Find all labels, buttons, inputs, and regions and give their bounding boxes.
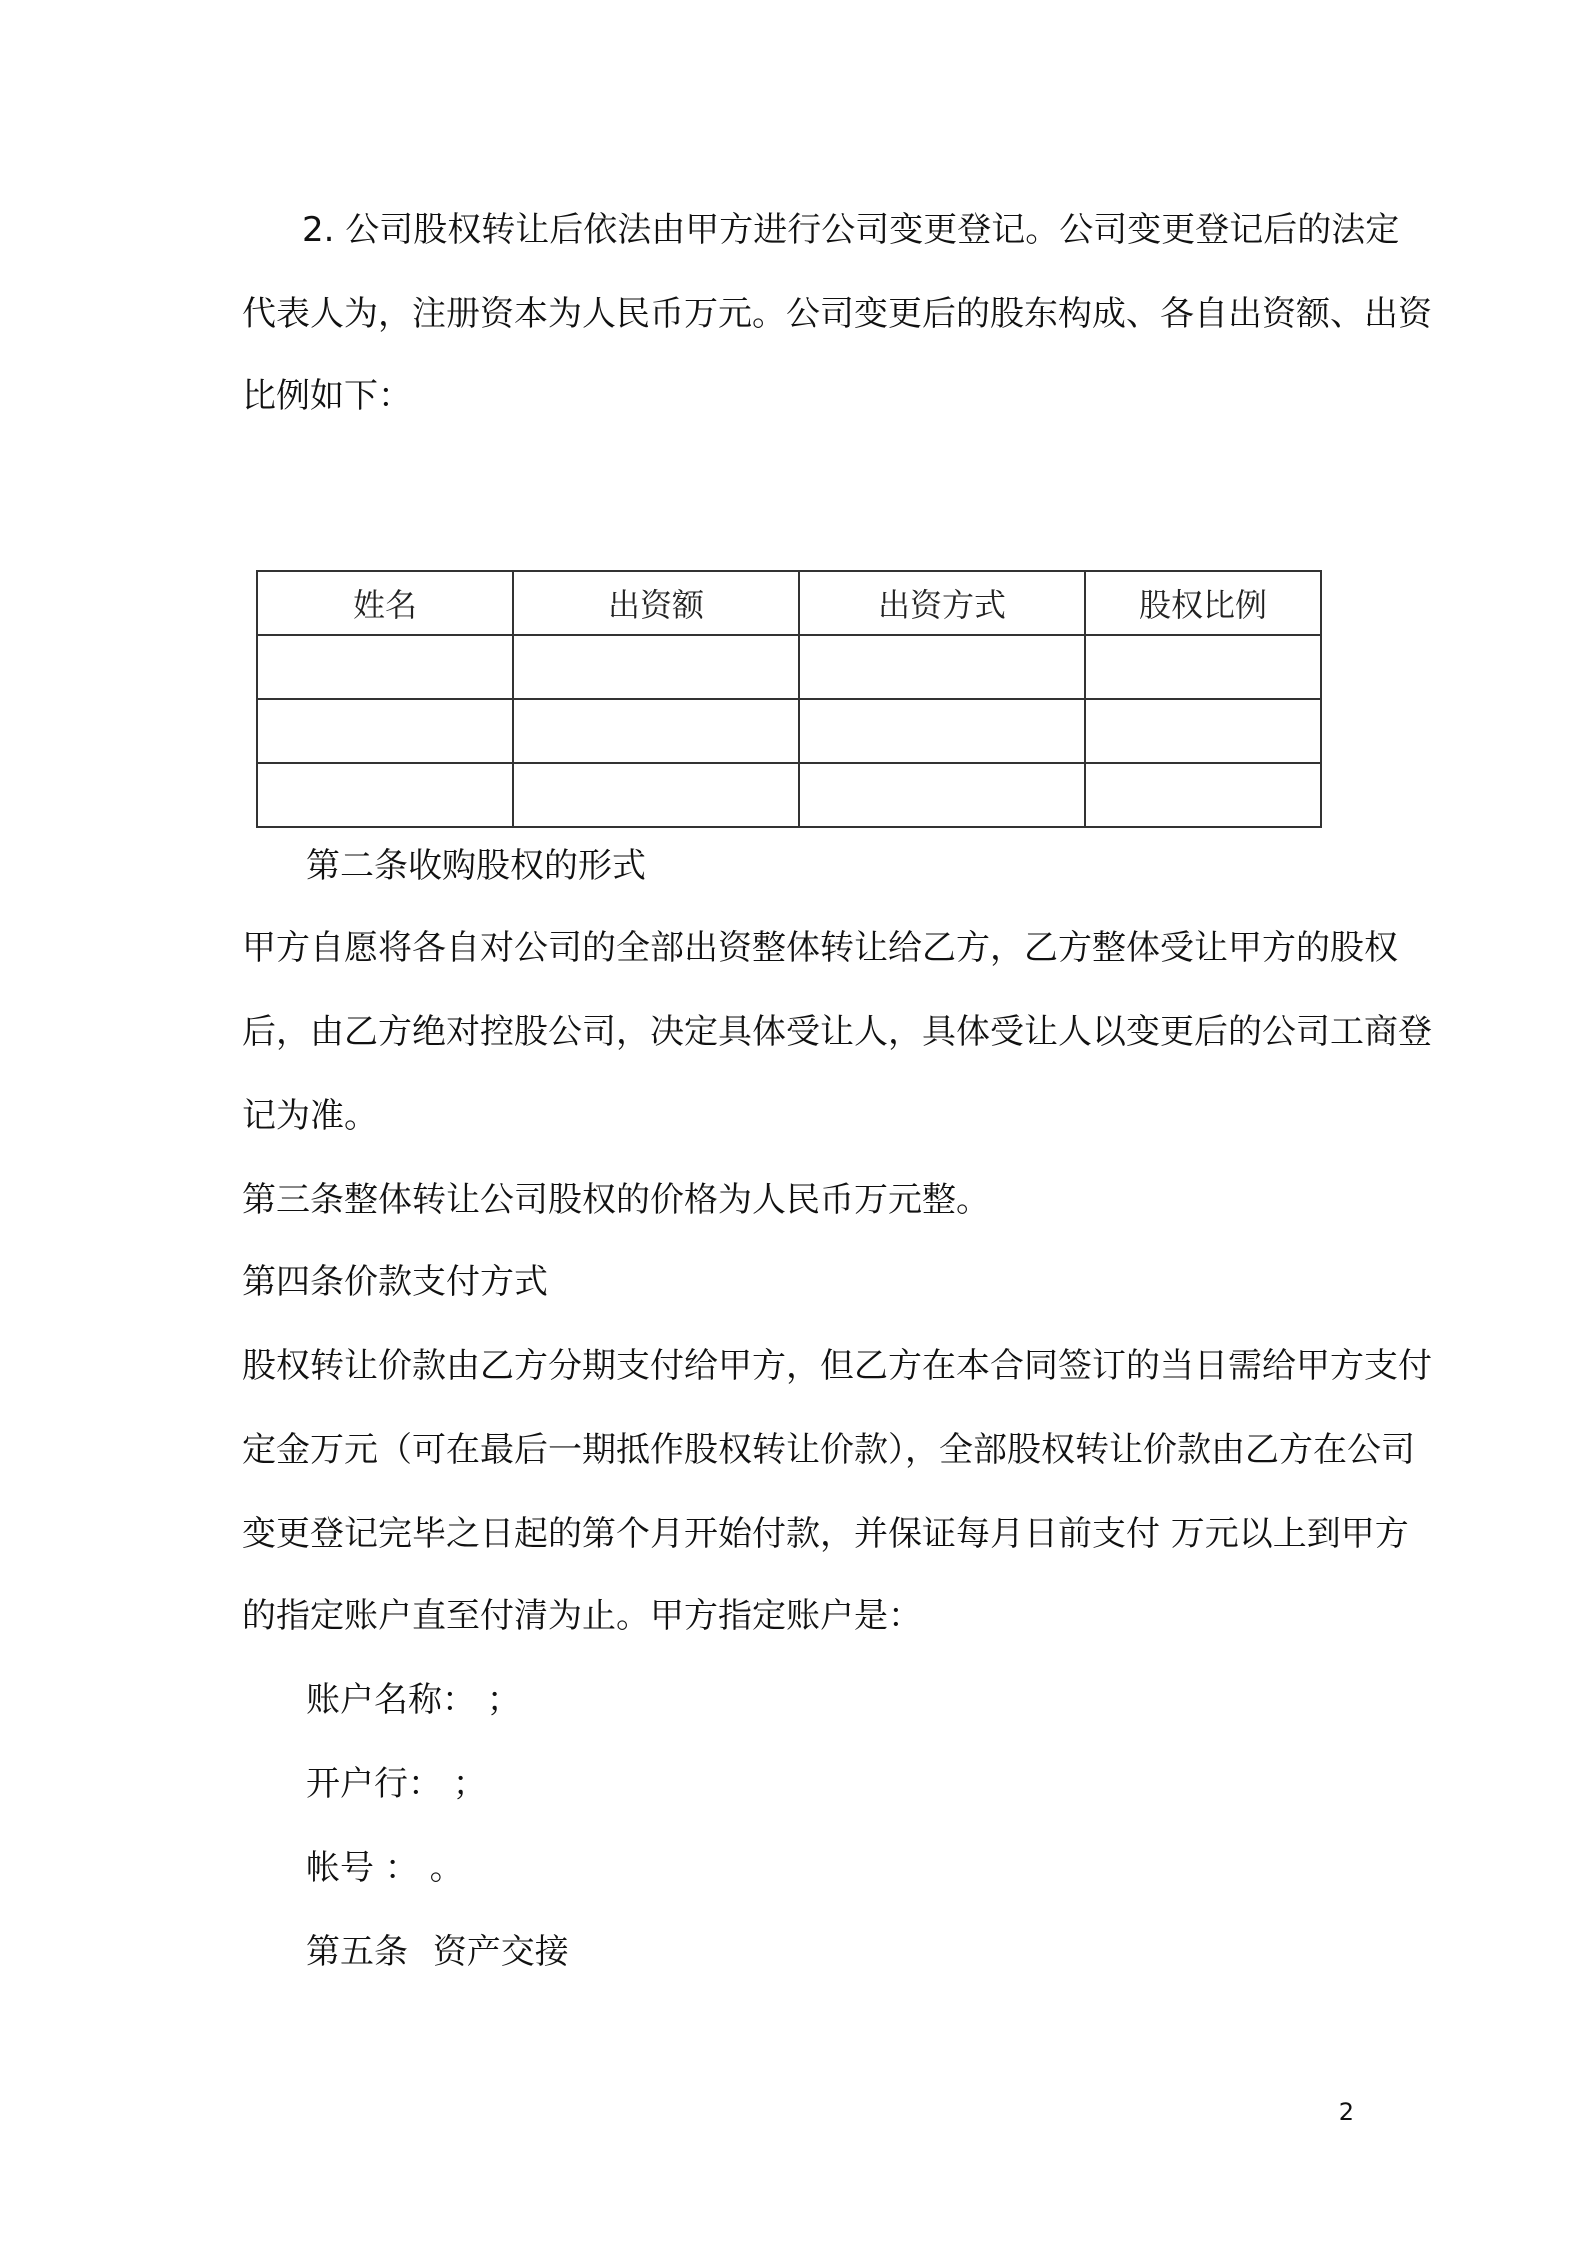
article-2-line-1: 甲方自愿将各自对公司的全部出资整体转让给乙方，乙方整体受让甲方的股权 <box>242 928 1398 968</box>
table-cell <box>513 635 799 699</box>
article-4-title: 第四条价款支付方式 <box>242 1262 548 1302</box>
table-cell <box>1085 635 1321 699</box>
table-cell <box>257 699 513 763</box>
shareholder-table <box>256 570 1322 828</box>
table-cell <box>799 699 1085 763</box>
table-row <box>257 699 1321 763</box>
header-contribution-amount: 出资额 <box>513 571 799 635</box>
article-5-prefix: 第五条 <box>306 1932 408 1972</box>
table-cell <box>513 699 799 763</box>
table-row <box>257 763 1321 827</box>
article-2-line-3: 记为准。 <box>242 1096 378 1136</box>
page-number: 2 <box>1338 2098 1354 2126</box>
article-4-line-4: 的指定账户直至付清为止。甲方指定账户是： <box>242 1596 922 1636</box>
article-2-title: 第二条收购股权的形式 <box>306 846 646 886</box>
header-name: 姓名 <box>257 571 513 635</box>
header-equity-ratio: 股权比例 <box>1085 571 1321 635</box>
account-name: 账户名称： ； <box>306 1680 521 1720</box>
article-4-line-1: 股权转让价款由乙方分期支付给甲方，但乙方在本合同签订的当日需给甲方支付 <box>242 1346 1432 1386</box>
table-cell <box>1085 763 1321 827</box>
clause-2-line-2: 代表人为，注册资本为人民币万元。公司变更后的股东构成、各自出资额、出资 <box>242 294 1432 334</box>
article-4-line-2: 定金万元（可在最后一期抵作股权转让价款），全部股权转让价款由乙方在公司 <box>242 1430 1415 1470</box>
table-cell <box>257 635 513 699</box>
article-4-line-3: 变更登记完毕之日起的第个月开始付款，并保证每月日前支付 万元以上到甲方 <box>242 1514 1409 1554</box>
account-bank: 开户行： ； <box>306 1764 487 1804</box>
article-2-line-2: 后，由乙方绝对控股公司，决定具体受让人，具体受让人以变更后的公司工商登 <box>242 1012 1432 1052</box>
table-cell <box>799 763 1085 827</box>
clause-2-line-3: 比例如下： <box>242 376 412 416</box>
table-cell <box>513 763 799 827</box>
table-cell <box>257 763 513 827</box>
table-cell <box>1085 699 1321 763</box>
account-number: 帐号 ： 。 <box>306 1848 464 1888</box>
article-3: 第三条整体转让公司股权的价格为人民币万元整。 <box>242 1180 990 1220</box>
table-row <box>257 635 1321 699</box>
table-cell <box>799 635 1085 699</box>
header-contribution-method: 出资方式 <box>799 571 1085 635</box>
article-5-title: 资产交接 <box>432 1932 569 1972</box>
clause-2-line-1: 2. 公司股权转让后依法由甲方进行公司变更登记。公司变更登记后的法定 <box>302 210 1400 250</box>
article-5-heading <box>306 1928 569 1976</box>
table-header-row <box>257 571 1321 635</box>
